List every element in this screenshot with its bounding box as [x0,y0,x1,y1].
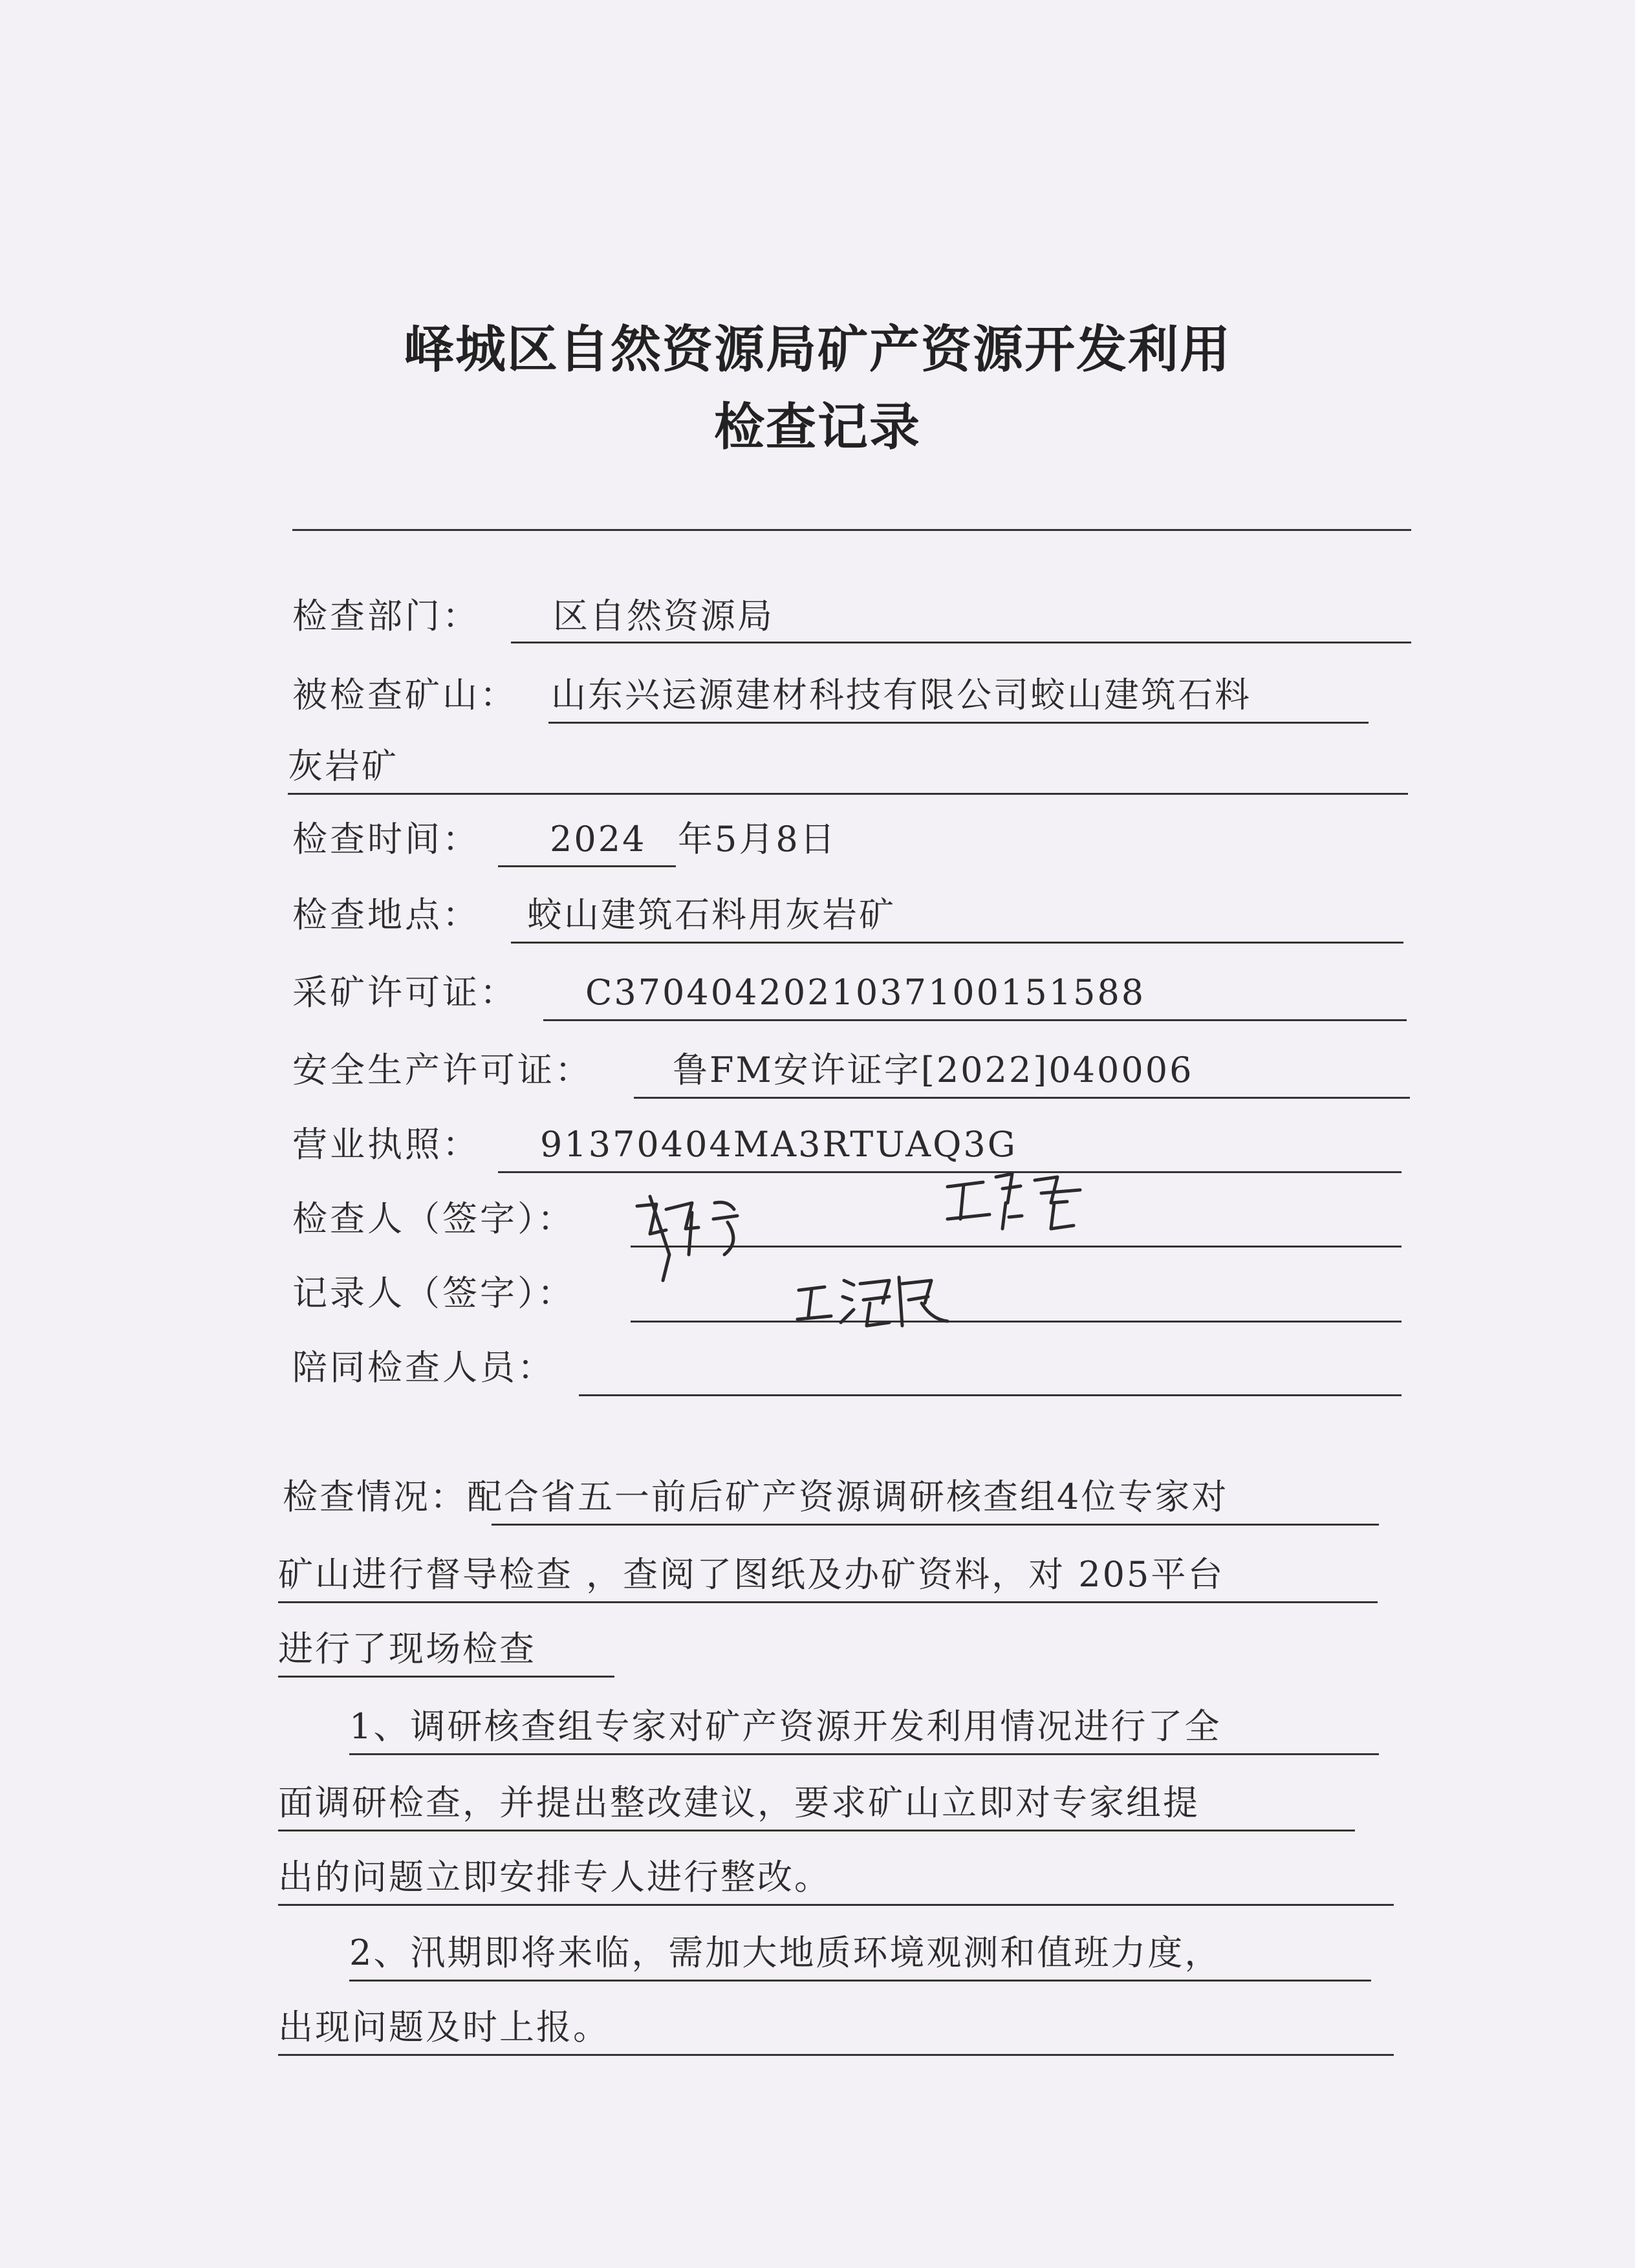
mining-license-underline [543,1019,1407,1021]
mining-license-value: C3704042021037100151588 [585,972,1146,1013]
document-title: 峄城区自然资源局矿产资源开发利用 [403,321,1231,379]
situation-line1: 配合省五一前后矿产资源调研核查组4位专家对 [467,1476,1229,1517]
dept-label: 检查部门： [292,596,480,636]
safety-license-label: 安全生产许可证： [292,1050,592,1090]
safety-license-value: 鲁FM安许证字[2022]040006 [673,1050,1194,1090]
dept-underline [511,642,1411,643]
item2-underline-2 [278,2054,1394,2056]
mine-label: 被检查矿山： [292,675,517,715]
mine-value-line2: 灰岩矿 [288,746,398,786]
mine-underline-2 [288,793,1408,795]
item2-underline-1 [349,1980,1371,1982]
situation-line2: 矿山进行督导检查 ，查阅了图纸及办矿资料，对 205平台 [278,1554,1225,1595]
situation-line3: 进行了现场检查 [278,1628,536,1669]
situation-label: 检查情况： [283,1476,467,1517]
document-subtitle: 检查记录 [713,398,921,457]
time-year: 2024 [550,819,647,859]
situation-underline-2 [278,1601,1378,1603]
situation-underline-3 [278,1676,614,1678]
time-underline [498,865,676,867]
mining-license-label: 采矿许可证： [292,972,517,1013]
item2-line2: 出现问题及时上报。 [278,2007,610,2047]
recorder-signature [792,1264,960,1342]
item1-underline-1 [349,1753,1379,1755]
business-license-value: 91370404MA3RTUAQ3G [540,1124,1017,1165]
companion-label: 陪同检查人员： [292,1347,555,1388]
item1-line1: 1、调研核查组专家对矿产资源开发利用情况进行了全 [349,1706,1222,1747]
item2-line1: 2、汛期即将来临，需加大地质环境观测和值班力度， [349,1932,1222,1973]
inspector-label: 检查人（签字）： [292,1198,575,1239]
item1-underline-2 [278,1830,1355,1831]
mine-underline-1 [548,722,1369,724]
place-underline [511,942,1403,944]
recorder-label: 记录人（签字）： [292,1273,575,1313]
title-divider [292,529,1411,531]
item1-line2: 面调研检查，并提出整改建议，要求矿山立即对专家组提 [278,1782,1200,1823]
dept-value: 区自然资源局 [553,596,774,636]
time-label: 检查时间： [292,819,480,859]
situation-underline-1 [492,1524,1379,1526]
companion-underline [579,1394,1402,1396]
item1-underline-3 [278,1904,1394,1906]
recorder-underline [631,1321,1402,1323]
time-rest: 年5月8日 [678,819,837,859]
place-value: 蛟山建筑石料用灰岩矿 [527,894,896,935]
situation-line1-wrap [283,1474,1228,1520]
business-license-label: 营业执照： [292,1124,480,1165]
item1-line3: 出的问题立即安排专人进行整改。 [278,1857,831,1897]
mine-value-line1: 山东兴运源建材科技有限公司蛟山建筑石料 [551,675,1251,715]
place-label: 检查地点： [292,894,480,935]
safety-license-underline [634,1097,1410,1099]
inspector-signature-2 [944,1158,1093,1248]
inspector-signature-1 [631,1158,760,1287]
